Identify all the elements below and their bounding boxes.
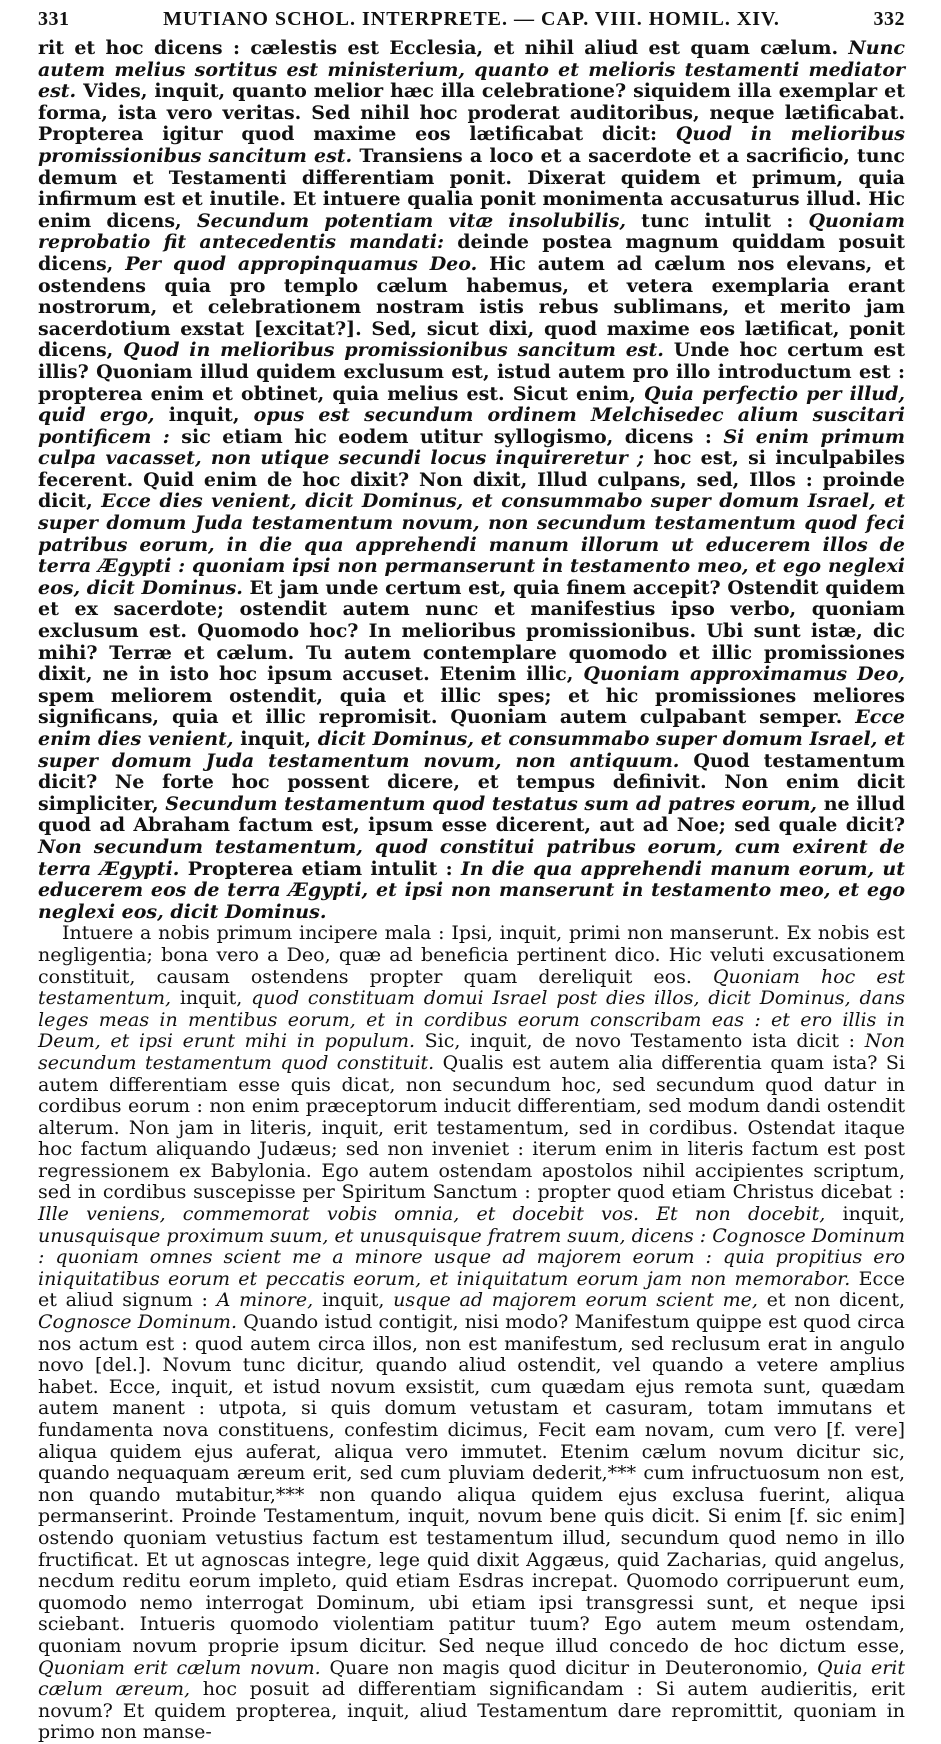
text-run: et non dicent, bbox=[757, 1289, 905, 1312]
italic-text: Ecce enim dies venient, bbox=[38, 706, 905, 750]
italic-text: opus est secundum ordinem Melchisedec alium suscitari pontificem : bbox=[38, 404, 905, 448]
text-run: Quod testamentum dicit? Ne forte hoc possent dicere, et tempus definivit. Non enim dicit simpliciter, bbox=[38, 749, 905, 815]
paragraph bbox=[38, 38, 905, 923]
text-run: inquit, bbox=[313, 1289, 394, 1312]
text-run: Unde hoc certum est illis? Quoniam illud quidem exclusum est, istud autem pro illo introductum est : propterea enim et obtinet, quia melius est. Sicut enim, bbox=[38, 339, 906, 405]
text-run: spem meliorem ostendit, quia et illic spes; et hic promissiones meliores significans, quia et illic repromisit. Quoniam autem culpabant semper. bbox=[38, 684, 905, 729]
text-run: inquit, bbox=[233, 728, 318, 750]
italic-text: quod constituam domui Israel post dies illos, dicit Dominus, dans leges meas in mentibus eorum, et in cordibus eorum conscribam eas : et ero illis in Deum, et ipsi erunt mihi in populum. bbox=[38, 987, 905, 1053]
italic-text: Quoniam reprobatio fit antecedentis mandati: bbox=[38, 209, 905, 254]
text-run: sic etiam hic eodem utitur syllogismo, dicens : bbox=[169, 425, 724, 448]
italic-text: Nunc autem melius sortitus est ministerium, quanto et melioris testamenti mediator est. bbox=[38, 37, 905, 103]
italic-text: Quod in melioribus promissionibus sancitum est. bbox=[123, 339, 664, 362]
text-run: inquit, bbox=[171, 987, 252, 1010]
text-run: Quare non magis quod dicitur in Deuteronomio, bbox=[320, 1656, 817, 1679]
text-run: Sic, inquit, de novo Testamento ista dicit : bbox=[415, 1030, 865, 1053]
italic-text: usque ad majorem eorum scient me, bbox=[393, 1289, 758, 1312]
text-run: Transiens a loco et a sacerdote et a sacrificio, tunc demum et Testamenti differentiam ponit. Dixerat quidem et primum, quia infirmum est et inutile. Et intuere qualia ponit monimenta accusaturus illud. Hic enim dicens, bbox=[38, 144, 905, 232]
italic-text: A minore, bbox=[216, 1289, 314, 1312]
italic-text: Secundum testamentum quod testatus sum ad patres eorum, bbox=[165, 792, 818, 815]
text-run: inquit, bbox=[825, 1203, 905, 1226]
italic-text: Per quod appropinquamus Deo. bbox=[125, 252, 478, 275]
running-title: MUTIANO SCHOL. INTERPRETE. — CAP. VIII. HOMIL. XIV. bbox=[163, 8, 780, 30]
running-header bbox=[38, 8, 905, 38]
italic-text: Quoniam hoc est testamentum, bbox=[38, 965, 906, 1010]
italic-text: Secundum potentiam vitæ insolubilis, bbox=[196, 209, 627, 232]
text-run: deinde postea magnum quiddam posuit dicens, bbox=[38, 231, 905, 275]
italic-text: Si enim primum culpa vacasset, non utique secundi locus inquireretur ; bbox=[38, 425, 905, 470]
paragraph bbox=[38, 923, 905, 1744]
italic-text: Quia erit cælum æreum, bbox=[38, 1656, 905, 1701]
italic-text: In die qua apprehendi manum eorum, ut educerem eos de terra Ægypti, et ipsi non manserunt in testamento meo, et ego neglexi eos, dicit Dominus. bbox=[38, 857, 905, 923]
text-run: tunc intulit : bbox=[626, 209, 809, 232]
text-run: Qualis est autem alia differentia quam ista? Si autem differentiam esse quis dicat, non secundum hoc, sed secundum quod datur in cordibus eorum : non enim præceptorum inducit differentiam, sed modum dandi ostendit alterum. Non jam in literis, inquit, erit testamentum, sed in cordibus. Ostendat itaque hoc factum aliquando Judæus; sed non inveniet : iterum enim in literis factum est post regressionem ex Babylonia. Ego autem ostendam apostolos nihil accipientes scriptum, sed in cordibus suscepisse per Spiritum Sanctum : propter quod etiam Christus dicebat : bbox=[38, 1051, 905, 1204]
italic-text: Quod in melioribus promissionibus sancitum est. bbox=[38, 123, 905, 167]
text-run: rit et hoc dicens : cælestis est Ecclesia, et nihil aliud est quam cælum. bbox=[38, 37, 849, 59]
italic-text: Ecce dies venient, dicit Dominus, et consummabo super domum Israel, et super domum Juda testamentum novum, non secundum testamentum quod feci patribus eorum, in die qua apprehendi manum illorum ut educerem illos de terra Ægypti : quoniam ipsi non permanserunt in testamento meo, et ego neglexi eos, dicit Dominus. bbox=[38, 490, 905, 599]
text-run: Quando istud contigit, nisi modo? Manifestum quippe est quod circa nos actum est : quod autem circa illos, non est manifestum, sed reclusum erat in angulo novo [del.]. Novum tunc dicitur, quando aliud ostendit, vel quando a vetere amplius habet. Ecce, inquit, et istud novum exsistit, cum quædam ejus remota sunt, quædam autem manent : utpota, si quis domum vetustam et casuram, totam immutans et fundamenta nova constituens, confestim dicimus, Fecit eam novam, cum vero [f. vere] aliqua quidem ejus auferat, aliqua vero immutet. Etenim cælum novum dicitur sic, quando nequaquam æreum erit, sed cum pluviam dederit,*** cum infructuosum non est, non quando mutabitur,*** non quando aliqua quidem ejus exclusa fuerint, aliqua permanserint. Proinde Testamentum, inquit, novum bene quis dicit. Si enim [f. sic enim] ostendo quoniam vetustius factum est testamentum illud, secundum quod nemo in illo fructificat. Et ut agnoscas integre, lege quid dixit Aggæus, quid Zacharias, quid angelus, necdum reditu eorum impleto, quid etiam Esdras increpat. Quomodo corripuerunt eum, quomodo nemo interrogat Dominum, ubi etiam ipsi transgressi sunt, et neque ipsi sciebant. Intueris quomodo violentiam patitur tuum? Ego autem meum ostendam, quoniam novum proprie ipsum dicitur. Sed neque illud concedo de hoc dictum esse, bbox=[38, 1311, 905, 1657]
text-run: Ecce et aliud signum : bbox=[38, 1267, 905, 1312]
text-run: hoc est, si inculpabiles fecerent. Quid enim de hoc dixit? Non dixit, Illud culpans, sed, Illos : proinde dicit, bbox=[38, 447, 905, 513]
italic-text: dicit Dominus, et consummabo super domum Israel, et super domum Juda testamentum novum, non antiquum. bbox=[38, 728, 905, 772]
italic-text: Quia perfectio per illud, quid ergo, bbox=[38, 382, 906, 427]
italic-text: Quoniam approximamus Deo, bbox=[583, 663, 905, 686]
text-run: Intuere a nobis primum incipere mala : Ipsi, inquit, primi non manserunt. Ex nobis est negligentia; bona vero a Deo, quæ ad beneficia pertinent dico. Hic veluti excusationem constituit, causam ostendens propter quam dereliquit eos. bbox=[38, 922, 905, 988]
text-run: Propterea etiam intulit : bbox=[179, 857, 461, 880]
text-run: hoc posuit ad differentiam significandam : Si autem audieritis, erit novum? Et quidem propterea, inquit, aliud Testamentum dare repromittit, quoniam in primo non manse- bbox=[38, 1678, 905, 1744]
text-run: Vides, inquit, quanto melior hæc illa celebratione? siquidem illa exemplar et forma, ista vero veritas. Sed nihil hoc proderat auditoribus, neque lætificabat. Propterea igitur quod maxime eos lætificabat dicit: bbox=[38, 80, 905, 146]
page-number-left: 331 bbox=[38, 8, 70, 30]
italic-text: Ille veniens, commemorat vobis omnia, et docebit vos. Et non docebit, bbox=[38, 1203, 826, 1226]
text-run: ne illud quod ad Abraham factum est, ipsum esse dicerent, aut ad Noe; sed quale dicit? bbox=[38, 792, 905, 837]
italic-text: Non secundum testamentum quod constituit. bbox=[38, 1030, 905, 1074]
italic-text: Quoniam erit cælum novum. bbox=[38, 1656, 321, 1679]
text-run: Et jam unde certum est, quia finem accepit? Ostendit quidem et ex sacerdote; ostendit autem nunc et manifestius ipso verbo, quoniam exclusum est. Quomodo hoc? In melioribus promissionibus. Ubi sunt istæ, dic mihi? Terræ et cælum. Tu autem contemplare quomodo et illic promissiones dixit, ne in isto hoc ipsum accuset. Etenim illic, bbox=[38, 576, 906, 686]
text-run: Hic autem ad cælum nos elevans, et ostendens quia pro templo cælum habemus, et vetera exemplaria erant nostrorum, et celebrationem nostram istis rebus sublimans, et merito jam sacerdotium exstat [excitat?]. Sed, sicut dixi, quod maxime eos lætificat, ponit dicens, bbox=[38, 252, 906, 362]
italic-text: Non secundum testamentum, quod constitui patribus eorum, cum exirent de terra Ægypti. bbox=[38, 835, 905, 880]
italic-text: Cognosce Dominum. bbox=[38, 1311, 237, 1334]
text-run: inquit, bbox=[154, 404, 254, 427]
page-number-right: 332 bbox=[873, 8, 905, 30]
italic-text: unusquisque proximum suum, et unusquisque fratrem suum, dicens : Cognosce Dominum : quoniam omnes scient me a minore usque ad majorem eorum : quia propitius ero iniquitatibus eorum et peccatis eorum, et iniquitatum eorum jam non memorabor. bbox=[38, 1224, 905, 1290]
body-text bbox=[38, 38, 905, 1744]
